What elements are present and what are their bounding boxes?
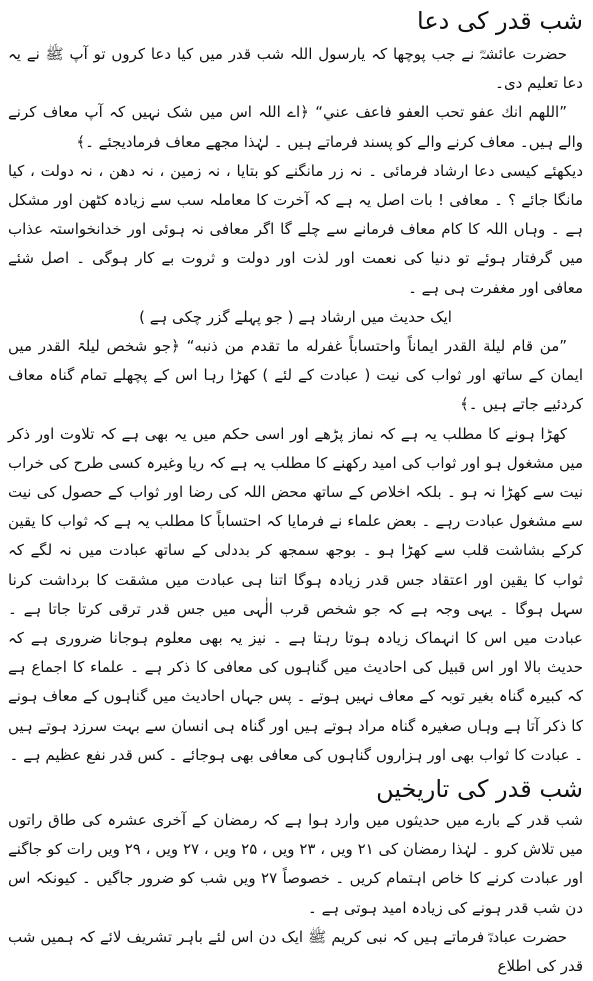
paragraph-odd-nights: شب قدر کے بارے میں حدیثوں میں وارد ہوا ہے کہ رمضان کے آخری عشرہ کی طاق راتوں میں تلاش کرو ۔ لہٰذا رمضان کی ۲۱ ویں ، ۲۳ ویں ، ۲۵ ویں ، ۲۷ ویں ، ۲۹ ویں رات کو جاگنے اور عبادت کرنے کا خاص اہتمام کریں ۔ خصوصاً ۲۷ ویں شب کو ضرور جاگیں ۔ کیونکہ اس دن شب قدر ہونے کی زیادہ امید ہوتی ہے ۔ (8, 811, 584, 917)
paragraph-hadith-intro: ایک حدیث میں ارشاد ہے ( جو پہلے گزر چکی ہے ) (139, 307, 452, 326)
paragraph-dua-text: ”اللهم انك عفو تحب العفو فاعف عني“ ﴿اے اللہ اس میں شک نہیں کہ آپ معاف کرنے والے ہیں۔ معاف کرنے والے کو پسند فرماتے ہیں ۔ لہٰذا مجھے معاف فرمادیجئے ۔﴾ (8, 103, 583, 151)
section-heading-dates: شب قدر کی تاریخیں (376, 775, 583, 804)
paragraph-hadith-text: ”من قام ليلة القدر ايماناً واحتساباً غفرله ما تقدم من ذنبه“ ﴿جو شخص لیلۃ القدر میں ایمان کے ساتھ اور ثواب کی نیت ( عبادت کے لئے ) کھڑا رہا اس کے پچھلے تمام گناہ معاف کردئیے جاتے ہیں ۔﴾ (8, 337, 583, 414)
paragraph-aisha-question: حضرت عائشہؓ نے جب پوچھا کہ یارسول اللہ شب قدر میں کیا دعا کروں تو آپ ﷺ نے یہ دعا تعلیم دی۔ (8, 45, 583, 93)
paragraph-ubada-narration: حضرت عبادہؓ فرماتے ہیں کہ نبی کریم ﷺ ایک دن اس لئے باہر تشریف لائے کہ ہمیں شب قدر کی اطلاع (8, 927, 583, 976)
paragraph-forgiveness: دیکھئے کیسی دعا ارشاد فرمائی ۔ نہ زر مانگنے کو بتایا ، نہ زمین ، نہ دھن ، نہ دولت ، کیا مانگا جائے ؟ ۔ معافی ! بات اصل یہ ہے کہ آخرت کا معاملہ سب سے زیادہ کٹھن اور مشکل ہے ۔ وہاں اللہ کا کام معاف فرمانے سے چلے گا اگر معافی نہ ہوئی اور خدانخواستہ عذاب میں گرفتار ہوئے تو دنیا کی نعمت اور لذت اور دولت و ثروت بے کار ہوگی ۔ اصل شئے معافی اور مغفرت ہی ہے ۔ (8, 161, 583, 297)
paragraph-explanation: کھڑا ہونے کا مطلب یہ ہے کہ نماز پڑھے اور اسی حکم میں یہ بھی ہے کہ تلاوت اور ذکر میں مشغول ہو اور ثواب کی امید رکھنے کا مطلب یہ ہے کہ ریا وغیرہ کسی طرح کی خراب نیت سے کھڑا نہ ہو ۔ بلکہ اخلاص کے ساتھ محض اللہ کی رضا اور ثواب کے حصول کی نیت سے مشغول عبادت رہے ۔ بعض علماء نے فرمایا کہ احتساباً کا مطلب یہ ہے کہ ثواب کا یقین کرکے بشاشت قلب سے کھڑا ہو ۔ بوجھ سمجھ کر بددلی کے ساتھ عبادت میں نہ لگے کہ ثواب کا یقین اور اعتقاد جس قدر زیادہ ہوگا اتنا ہی عبادت میں مشقت کا برداشت کرنا سہل ہوگا ۔ یہی وجہ ہے کہ جو شخص قرب الٰہی میں جس قدر ترقی کرتا جاتا ہے ۔ عبادت میں اس کا انہماک زیادہ ہوتا رہتا ہے ۔ نیز یہ بھی معلوم ہوجانا ضروری ہے کہ حدیث بالا اور اس قبیل کی احادیث میں گناہوں کی معافی کا ذکر ہے ۔ علماء کا اجماع ہے کہ کبیرہ گناہ بغیر توبہ کے معاف نہیں ہوتے ۔ پس جہاں احادیث میں گناہوں کے معاف ہونے کا ذکر آتا ہے وہاں صغیرہ گناہ مراد ہوتے ہیں اور گناہ ہی انسان سے بہت سرزد ہوتے ہیں ۔ عبادت کا ثواب بھی اور ہزاروں گناہوں کی معافی بھی ہوجائے ۔ کس قدر نفع عظیم ہے ۔ (8, 424, 583, 764)
section-heading-dua: شب قدر کی دعا (417, 7, 583, 35)
